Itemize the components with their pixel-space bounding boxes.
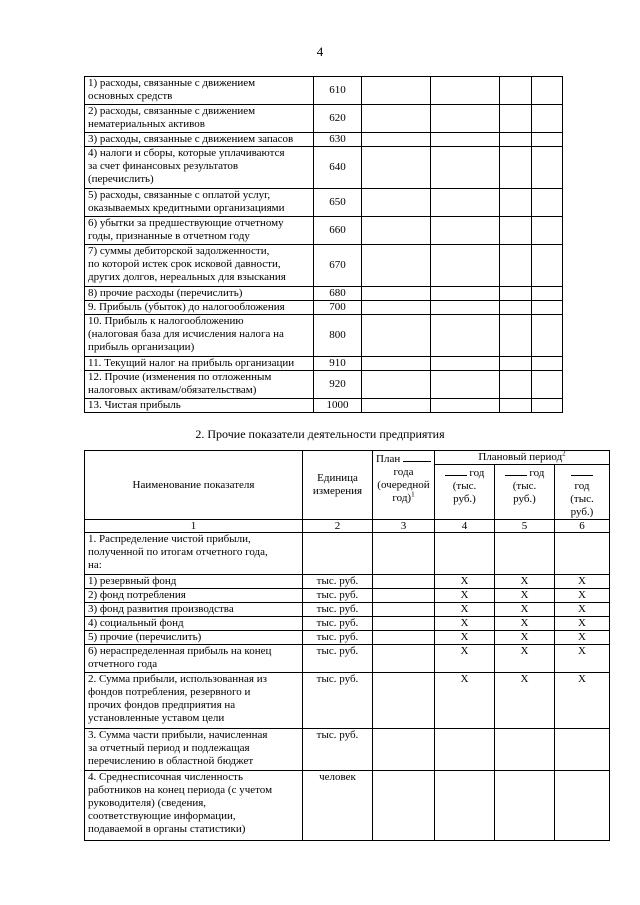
empty-value-cell [431,77,500,105]
header-plan-cell [373,451,435,520]
row-label-cell [85,189,314,217]
row-label-cell [85,133,314,147]
row-label-line: 8) прочие расходы (перечислить) [88,287,243,299]
x-mark-cell: X [495,589,555,603]
row-label-cell [85,287,314,301]
empty-value-cell [532,301,563,315]
column-number-row [85,520,610,533]
row-label-line: 6) убытки за предшествующие отчетному [88,217,284,229]
table-row [85,729,610,771]
unit-cell: тыс. руб. [303,631,373,645]
header-col6-line: (тыс. [570,493,594,505]
row-code-cell: 920 [314,371,362,399]
indicator-label-line: подаваемой в органы статистики) [88,823,246,835]
plan-value-cell [373,673,435,729]
section-title: 2. Прочие показатели деятельности предприятия [195,427,445,441]
header-thous-line: (тыс. [512,480,537,492]
empty-value-cell [500,399,532,413]
footnote-2-mark: 2 [562,450,566,458]
empty-value-cell [500,357,532,371]
indicator-label-line: соответствующие информации, [88,810,236,822]
plan-value-cell [373,589,435,603]
header-plan-line: года [393,466,414,478]
x-mark-cell: X [495,575,555,589]
table-row [85,575,610,589]
empty-value-cell [431,399,500,413]
unit-cell: тыс. руб. [303,589,373,603]
header-period-label: Плановый период [478,451,563,463]
unit-cell: тыс. руб. [303,673,373,729]
header-plan-line: год) [392,492,412,504]
empty-value-cell [431,245,500,287]
table-row [85,673,610,729]
indicator-label-line: на: [88,559,102,571]
x-mark-cell [435,771,495,841]
x-mark-cell [555,729,610,771]
indicator-label-line: работников на конец периода (с учетом [88,784,273,796]
x-mark-cell: X [435,589,495,603]
empty-value-cell [431,217,500,245]
row-label-line: нематериальных активов [88,118,205,130]
empty-value-cell [431,133,500,147]
row-code-cell: 700 [314,301,362,315]
x-mark-cell: X [555,589,610,603]
row-label-line: годы, признанные в отчетном году [88,230,250,242]
unit-cell: тыс. руб. [303,575,373,589]
indicator-label-cell [85,771,303,841]
x-mark-cell: X [435,631,495,645]
indicator-label-line: 6) нераспределенная прибыль на конец [88,645,272,657]
x-mark-cell [435,729,495,771]
row-code-cell: 640 [314,147,362,189]
row-label-line: основных средств [88,90,173,102]
empty-value-cell [532,315,563,357]
indicator-label-line: 4. Среднесписочная численность [88,771,244,783]
plan-value-cell [373,603,435,617]
x-mark-cell [495,771,555,841]
empty-value-cell [500,315,532,357]
x-mark-cell: X [435,603,495,617]
empty-value-cell [362,77,431,105]
x-mark-cell: X [555,617,610,631]
row-label-cell [85,371,314,399]
empty-value-cell [500,301,532,315]
row-label-cell [85,245,314,287]
table-row [85,133,563,147]
row-label-line: 9. Прибыль (убыток) до налогообложения [88,301,285,313]
unit-cell: тыс. руб. [303,645,373,673]
row-label-cell [85,301,314,315]
indicator-label-line: 2. Сумма прибыли, использованная из [88,673,267,685]
indicator-label-line: отчетного года [88,658,158,670]
row-label-line: 12. Прочие (изменения по отложенным [88,371,272,383]
column-number: 4 [435,520,495,533]
indicator-label-line: 4) социальный фонд [88,617,184,629]
plan-value-cell [373,631,435,645]
indicator-label-line: полученной по итогам отчетного года, [88,546,268,558]
x-mark-cell: X [555,575,610,589]
column-number: 1 [85,520,303,533]
unit-cell: тыс. руб. [303,617,373,631]
header-year2-cell [495,465,555,520]
row-label-line: по которой истек срок исковой давности, [88,258,281,270]
empty-value-cell [532,399,563,413]
empty-value-cell [362,133,431,147]
empty-value-cell [362,189,431,217]
empty-value-cell [431,357,500,371]
plan-value-cell [373,617,435,631]
empty-value-cell [362,147,431,189]
row-label-line: 10. Прибыль к налогообложению [88,315,244,327]
row-label-cell [85,315,314,357]
table-row [85,217,563,245]
x-mark-cell: X [495,631,555,645]
x-mark-cell: X [435,575,495,589]
x-mark-cell: X [435,645,495,673]
x-mark-cell [435,533,495,575]
table-row [85,105,563,133]
empty-value-cell [431,287,500,301]
indicator-label-line: перечислению в областной бюджет [88,755,254,767]
header-plan-line: (очередной [377,479,430,491]
table-row [85,533,610,575]
row-code-cell: 650 [314,189,362,217]
empty-value-cell [362,287,431,301]
table-row [85,617,610,631]
row-label-line: (налоговая база для исчисления налога на [88,328,284,340]
empty-value-cell [431,189,500,217]
row-label-line: 5) расходы, связанные с оплатой услуг, [88,189,271,201]
row-code-cell: 630 [314,133,362,147]
row-label-line: 2) расходы, связанные с движением [88,105,256,117]
header-unit-line: измерения [312,485,363,497]
x-mark-cell: X [555,631,610,645]
row-code-cell: 670 [314,245,362,287]
x-mark-cell [555,533,610,575]
row-code-cell: 1000 [314,399,362,413]
row-label-line: 11. Текущий налог на прибыль организации [88,357,295,369]
empty-value-cell [532,147,563,189]
indicator-label-line: 3) фонд развития производства [88,603,234,615]
unit-cell: тыс. руб. [303,729,373,771]
x-mark-cell [495,729,555,771]
unit-cell [303,533,373,575]
empty-value-cell [362,105,431,133]
empty-value-cell [431,301,500,315]
unit-cell: тыс. руб. [303,603,373,617]
table-row [85,301,563,315]
empty-value-cell [532,189,563,217]
row-label-cell [85,217,314,245]
empty-value-cell [532,287,563,301]
x-mark-cell: X [495,603,555,617]
header-period-cell [435,451,610,465]
empty-value-cell [532,245,563,287]
indicator-label-cell [85,617,303,631]
indicator-label-line: 2) фонд потребления [88,589,186,601]
header-col6-line: руб.) [570,506,594,518]
indicator-label-cell [85,589,303,603]
plan-value-cell [373,533,435,575]
row-code-cell: 910 [314,357,362,371]
empty-value-cell [532,371,563,399]
empty-value-cell [500,189,532,217]
table-row [85,287,563,301]
row-label-line: 7) суммы дебиторской задолженности, [88,245,270,257]
empty-value-cell [500,217,532,245]
table-row [85,189,563,217]
header-year3-cell [555,465,610,520]
empty-value-cell [500,245,532,287]
table-row [85,315,563,357]
row-label-line: 1) расходы, связанные с движением [88,77,256,89]
x-mark-cell: X [555,673,610,729]
empty-value-cell [500,147,532,189]
x-mark-cell: X [555,603,610,617]
row-code-cell: 620 [314,105,362,133]
indicator-label-line: 1) резервный фонд [88,575,177,587]
empty-value-cell [532,357,563,371]
header-thous-line: руб.) [513,493,536,505]
row-code-cell: 680 [314,287,362,301]
indicator-label-cell [85,673,303,729]
empty-value-cell [362,217,431,245]
row-label-cell [85,105,314,133]
indicator-label-line: руководителя) (сведения, [88,797,207,809]
row-code-cell: 660 [314,217,362,245]
row-label-line: 3) расходы, связанные с движением запасов [88,133,294,145]
x-mark-cell: X [435,673,495,729]
header-thous-line: руб.) [453,493,476,505]
indicator-label-line: установленные уставом цели [88,712,225,724]
empty-value-cell [500,77,532,105]
empty-value-cell [431,105,500,133]
table-row [85,245,563,287]
x-mark-cell: X [435,617,495,631]
empty-value-cell [431,147,500,189]
header-unit-cell [303,451,373,520]
empty-value-cell [362,357,431,371]
table-row [85,589,610,603]
empty-value-cell [362,301,431,315]
header-col6-line: год [574,480,590,492]
footnote-1-mark: 1 [411,490,415,499]
empty-value-cell [362,371,431,399]
header-thous-line: (тыс. [452,480,477,492]
plan-value-cell [373,645,435,673]
row-label-line: 4) налоги и сборы, которые уплачиваются [88,147,285,159]
x-mark-cell: X [495,617,555,631]
plan-value-cell [373,575,435,589]
empty-value-cell [362,245,431,287]
header-year-word: год [469,467,485,479]
empty-value-cell [532,133,563,147]
empty-value-cell [532,217,563,245]
empty-value-cell [532,105,563,133]
column-number: 3 [373,520,435,533]
row-label-line: налоговых активам/обязательствам) [88,384,257,396]
indicator-label-line: за отчетный период и подлежащая [88,742,250,754]
empty-value-cell [500,105,532,133]
indicator-label-cell [85,645,303,673]
column-number: 2 [303,520,373,533]
column-number: 5 [495,520,555,533]
header-year1-cell [435,465,495,520]
row-label-line: других долгов, нереальных для взыскания [88,271,286,283]
indicator-label-cell [85,533,303,575]
header-unit-line: Единица [317,472,358,484]
column-number: 6 [555,520,610,533]
table-row [85,603,610,617]
empty-value-cell [500,133,532,147]
indicator-label-line: 5) прочие (перечислить) [88,631,202,643]
empty-value-cell [500,371,532,399]
indicator-label-line: 3. Сумма части прибыли, начисленная [88,729,268,741]
header-plan-prefix: План [376,453,401,465]
x-mark-cell [555,771,610,841]
indicator-label-line: фондов потребления, резервного и [88,686,251,698]
empty-value-cell [362,399,431,413]
row-label-cell [85,357,314,371]
table-row [85,357,563,371]
table-row [85,77,563,105]
row-label-line: прибыль организации) [88,341,195,353]
empty-value-cell [500,287,532,301]
table-row [85,399,563,413]
row-label-line: за счет финансовых результатов [88,160,239,172]
x-mark-cell: X [555,645,610,673]
other-indicators-table [84,450,610,841]
row-label-cell [85,147,314,189]
indicator-label-line: прочих фондов предприятия на [88,699,236,711]
row-label-line: 13. Чистая прибыль [88,399,181,411]
table-row [85,631,610,645]
empty-value-cell [431,315,500,357]
table-row [85,771,610,841]
header-name-cell: Наименование показателя [85,451,303,520]
page-number: 4 [316,44,324,59]
row-code-cell: 610 [314,77,362,105]
empty-value-cell [362,315,431,357]
header-year-word: год [529,467,545,479]
x-mark-cell: X [495,645,555,673]
row-code-cell: 800 [314,315,362,357]
row-label-cell [85,77,314,105]
indicator-label-cell [85,729,303,771]
table-row [85,147,563,189]
indicator-label-cell [85,631,303,645]
financial-results-table [84,76,563,413]
x-mark-cell: X [495,673,555,729]
indicator-label-line: 1. Распределение чистой прибыли, [88,533,251,545]
unit-cell: человек [303,771,373,841]
x-mark-cell [495,533,555,575]
plan-value-cell [373,729,435,771]
row-label-cell [85,399,314,413]
indicator-label-cell [85,603,303,617]
table-row [85,371,563,399]
empty-value-cell [431,371,500,399]
row-label-line: оказываемых кредитными организациями [88,202,285,214]
header-row [85,451,610,465]
empty-value-cell [532,77,563,105]
indicator-label-cell [85,575,303,589]
plan-value-cell [373,771,435,841]
table-row [85,645,610,673]
row-label-line: (перечислить) [88,173,154,185]
